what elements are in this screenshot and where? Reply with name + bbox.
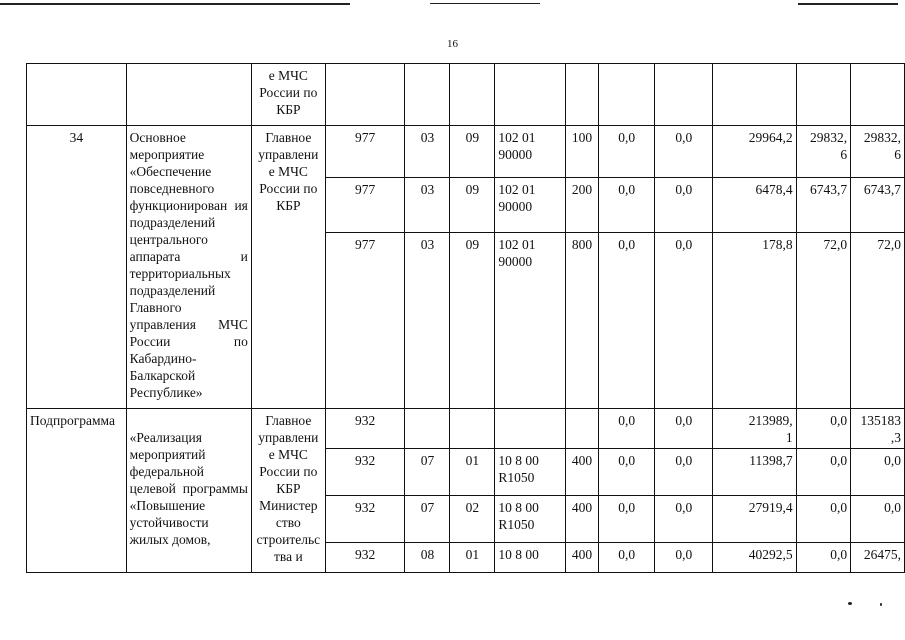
- section-code: 03: [405, 126, 450, 178]
- section-code: 03: [405, 233, 450, 409]
- section-code: 08: [405, 543, 450, 573]
- subsection-code: 09: [450, 233, 495, 409]
- table-cell: [566, 64, 599, 126]
- value-col-1: 0,0: [598, 543, 655, 573]
- value-col-1: 0,0: [598, 126, 655, 178]
- grbs-code: 977: [325, 126, 405, 178]
- target-article-code: 10 8 00: [495, 543, 566, 573]
- value-col-5: 0,0: [851, 449, 905, 496]
- page-number: 16: [447, 38, 458, 50]
- grbs-code: 932: [325, 409, 405, 449]
- executor-cell: Главное управлени е МЧС России по КБР Министер ство строительс тва и: [251, 409, 325, 573]
- target-article-code: 102 01 90000: [495, 178, 566, 233]
- item-name-cell: Основное мероприятие «Обеспечение повседневного функционирован ия подразделений центрального аппарата и территориальных подразделений Главного управления МЧС России по Кабардино- Балкарской Республике»: [126, 126, 251, 409]
- value-col-2: 0,0: [655, 496, 713, 543]
- table-row: [27, 409, 905, 449]
- table-body: [27, 64, 905, 573]
- item-number-cell: Подпрограмма: [27, 409, 127, 573]
- value-col-1: 0,0: [598, 178, 655, 233]
- table-row: [27, 64, 905, 126]
- table-cell: [851, 64, 905, 126]
- scan-artifact-speck: [880, 603, 882, 606]
- value-col-2: 0,0: [655, 233, 713, 409]
- value-col-5: 135183 ,3: [851, 409, 905, 449]
- scan-artifact-speck: [848, 602, 852, 605]
- value-col-5: 26475,: [851, 543, 905, 573]
- value-col-2: 0,0: [655, 126, 713, 178]
- value-col-5: 72,0: [851, 233, 905, 409]
- section-code: 07: [405, 449, 450, 496]
- value-col-5: 29832, 6: [851, 126, 905, 178]
- table-cell: [598, 64, 655, 126]
- budget-table: [26, 63, 905, 573]
- value-col-3: 29964,2: [713, 126, 797, 178]
- table-cell: [495, 64, 566, 126]
- table-cell: [450, 64, 495, 126]
- table-cell: [796, 64, 851, 126]
- table-cell: [325, 64, 405, 126]
- item-number-cell: 34: [27, 126, 127, 409]
- grbs-code: 977: [325, 233, 405, 409]
- target-article-code: [495, 409, 566, 449]
- expense-type-code: 200: [566, 178, 599, 233]
- value-col-2: 0,0: [655, 409, 713, 449]
- value-col-3: 178,8: [713, 233, 797, 409]
- value-col-3: 40292,5: [713, 543, 797, 573]
- value-col-2: 0,0: [655, 543, 713, 573]
- target-article-code: 10 8 00 R1050: [495, 496, 566, 543]
- value-col-4: 0,0: [796, 543, 851, 573]
- value-col-3: 11398,7: [713, 449, 797, 496]
- subsection-code: [450, 409, 495, 449]
- scan-artifact-line: [798, 3, 898, 5]
- value-col-3: 6478,4: [713, 178, 797, 233]
- target-article-code: 102 01 90000: [495, 126, 566, 178]
- executor-cell: е МЧС России по КБР: [251, 64, 325, 126]
- item-name-cell: «Реализация мероприятий федеральной целевой программы «Повышение устойчивости жилых домов,: [126, 409, 251, 573]
- grbs-code: 932: [325, 496, 405, 543]
- expense-type-code: 400: [566, 543, 599, 573]
- value-col-5: 0,0: [851, 496, 905, 543]
- expense-type-code: 400: [566, 449, 599, 496]
- value-col-4: 29832, 6: [796, 126, 851, 178]
- value-col-1: 0,0: [598, 496, 655, 543]
- value-col-3: 27919,4: [713, 496, 797, 543]
- value-col-1: 0,0: [598, 233, 655, 409]
- expense-type-code: [566, 409, 599, 449]
- section-code: 03: [405, 178, 450, 233]
- subsection-code: 01: [450, 543, 495, 573]
- section-code: [405, 409, 450, 449]
- table-cell: [713, 64, 797, 126]
- subsection-code: 02: [450, 496, 495, 543]
- table-cell: [126, 64, 251, 126]
- executor-cell: Главное управлени е МЧС России по КБР: [251, 126, 325, 409]
- value-col-4: 72,0: [796, 233, 851, 409]
- table-cell: [405, 64, 450, 126]
- value-col-3: 213989, 1: [713, 409, 797, 449]
- value-col-2: 0,0: [655, 178, 713, 233]
- subsection-code: 09: [450, 178, 495, 233]
- value-col-5: 6743,7: [851, 178, 905, 233]
- target-article-code: 10 8 00 R1050: [495, 449, 566, 496]
- value-col-4: 6743,7: [796, 178, 851, 233]
- value-col-4: 0,0: [796, 496, 851, 543]
- table-row: [27, 126, 905, 178]
- scan-artifact-line: [430, 3, 540, 4]
- grbs-code: 932: [325, 449, 405, 496]
- grbs-code: 977: [325, 178, 405, 233]
- section-code: 07: [405, 496, 450, 543]
- value-col-1: 0,0: [598, 449, 655, 496]
- page-bottom-margin: [0, 576, 905, 640]
- grbs-code: 932: [325, 543, 405, 573]
- expense-type-code: 100: [566, 126, 599, 178]
- value-col-1: 0,0: [598, 409, 655, 449]
- table-cell: [27, 64, 127, 126]
- scan-artifact-line: [0, 3, 350, 5]
- subsection-code: 01: [450, 449, 495, 496]
- table-cell: [655, 64, 713, 126]
- target-article-code: 102 01 90000: [495, 233, 566, 409]
- expense-type-code: 800: [566, 233, 599, 409]
- value-col-2: 0,0: [655, 449, 713, 496]
- expense-type-code: 400: [566, 496, 599, 543]
- value-col-4: 0,0: [796, 409, 851, 449]
- value-col-4: 0,0: [796, 449, 851, 496]
- subsection-code: 09: [450, 126, 495, 178]
